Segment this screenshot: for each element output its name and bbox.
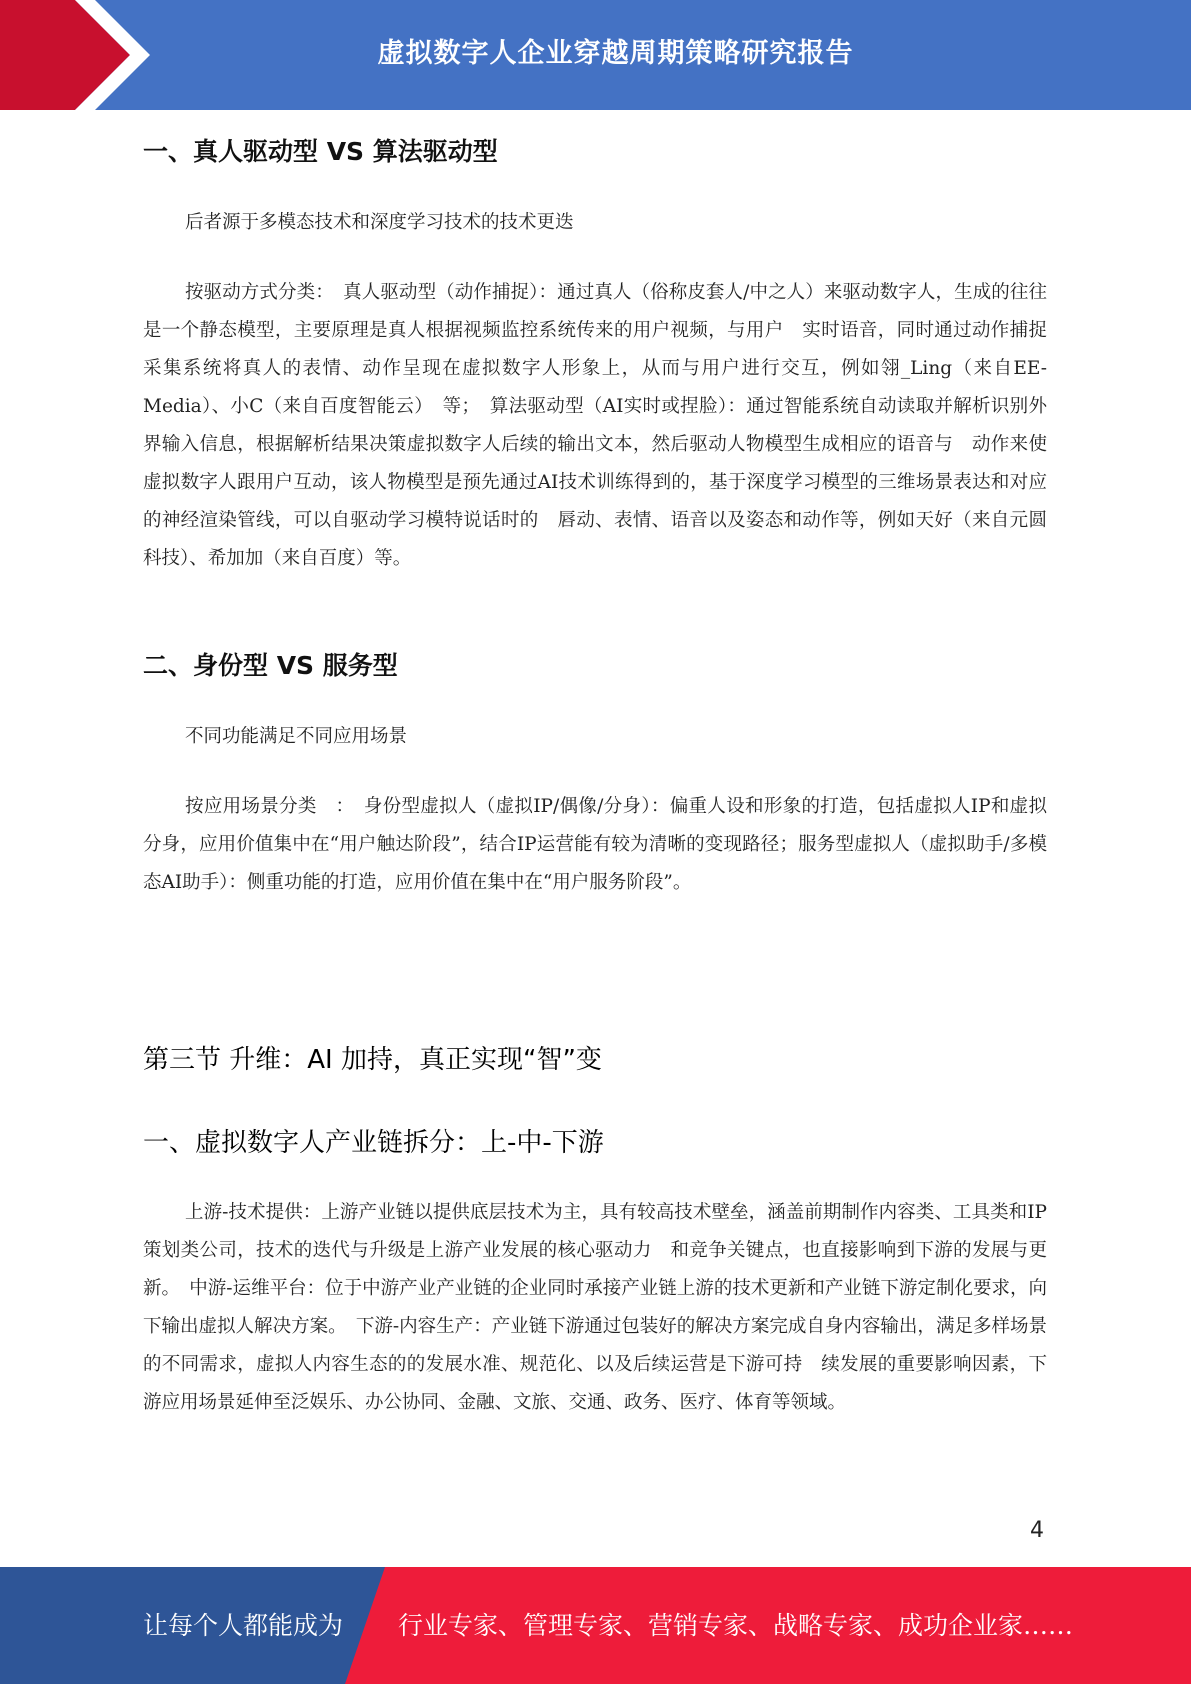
section-body-driven-types: 按驱动方式分类： 真人驱动型（动作捕捉）：通过真人（俗称皮套人/中之人）来驱动数字人，生成的往往是一个静态模型，主要原理是真人根据视频监控系统传来的用户视频，与用户 实时语音，同时通过动作捕捉采集系统将真人的表情、动作呈现在虚拟数字人形象上，从而与用户进行交互，例如翎_Ling（来自EE-Media）、小C（来自百度智能云） 等； 算法驱动型（AI实时或捏脸）：通过智能系统自动读取并解析识别外界输入信息，根据解析结果决策虚拟数字人后续的输出文本，然后驱动人物模型生成相应的语音与 动作来使虚拟数字人跟用户互动，该人物模型是预先通过AI技术训练得到的，基于深度学习模型的三维场景表达和对应的神经渲染管线，可以自驱动学习模特说话时的 唇动、表情、语音以及姿态和动作等，例如天好（来自元圆科技）、希加加（来自百度）等。	[143, 282, 1047, 569]
chapter-heading-ai-upgrade: 第三节 升维：AI 加持，真正实现“智”变	[143, 1045, 602, 1075]
footer-slogan-right: 行业专家、管理专家、营销专家、战略专家、成功企业家……	[398, 1611, 1074, 1640]
section-heading-identity-service: 二、身份型 VS 服务型	[143, 651, 398, 680]
footer-slogan-left: 让每个人都能成为	[143, 1611, 344, 1640]
section-intro-driven-types: 后者源于多模态技术和深度学习技术的技术更迭	[185, 212, 574, 233]
section-intro-identity-service: 不同功能满足不同应用场景	[185, 726, 408, 747]
section-heading-industry-chain: 一、虚拟数字人产业链拆分：上-中-下游	[143, 1128, 604, 1158]
page-number: 4	[1030, 1518, 1044, 1543]
footer-band	[0, 1567, 1191, 1684]
section-body-identity-service: 按应用场景分类 ： 身份型虚拟人（虚拟IP/偶像/分身）：偏重人设和形象的打造，包括虚拟人IP和虚拟分身，应用价值集中在“用户触达阶段”，结合IP运营能有较为清晰的变现路径；服务型虚拟人（虚拟助手/多模态AI助手）：侧重功能的打造，应用价值在集中在“用户服务阶段”。	[143, 796, 1047, 893]
report-title: 虚拟数字人企业穿越周期策略研究报告	[377, 37, 854, 69]
section-body-industry-chain: 上游-技术提供：上游产业链以提供底层技术为主，具有较高技术壁垒，涵盖前期制作内容类、工具类和IP策划类公司，技术的迭代与升级是上游产业发展的核心驱动力 和竞争关键点，也直接影响到下游的发展与更新。 中游-运维平台：位于中游产业产业链的企业同时承接产业链上游的技术更新和产业链下游定制化要求，向下输出虚拟人解决方案。 下游-内容生产：产业链下游通过包装好的解决方案完成自身内容输出，满足多样场景的不同需求，虚拟人内容生态的的发展水准、规范化、以及后续运营是下游可持 续发展的重要影响因素，下游应用场景延伸至泛娱乐、办公协同、金融、文旅、交通、政务、医疗、体育等领域。	[143, 1202, 1047, 1413]
header-band	[0, 0, 1191, 110]
section-heading-driven-types: 一、真人驱动型 VS 算法驱动型	[143, 137, 498, 166]
